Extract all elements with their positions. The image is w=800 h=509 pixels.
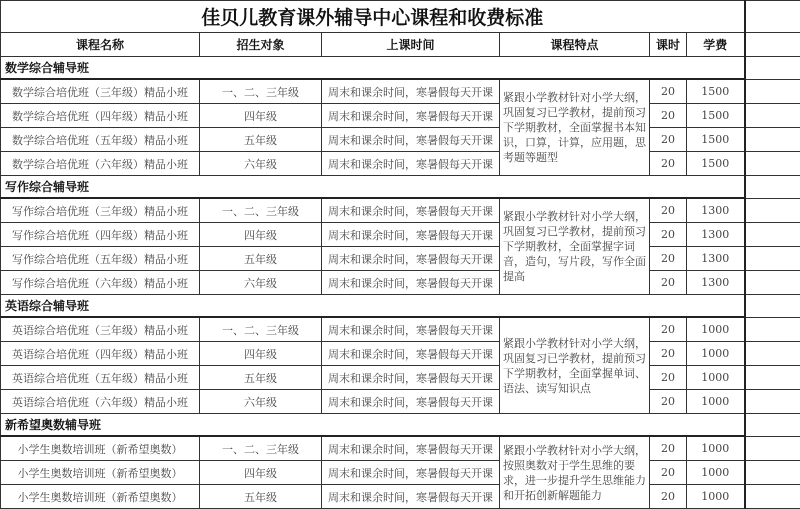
table-row — [1, 342, 800, 366]
course-name: 数学综合培优班（五年级）精品小班 — [1, 128, 200, 152]
header-target: 招生对象 — [200, 33, 322, 57]
extra-cell — [745, 461, 800, 485]
extra-cell — [745, 152, 800, 176]
tuition-fee: 1300 — [687, 271, 745, 295]
extra-cell — [745, 176, 800, 199]
extra-cell — [745, 79, 800, 104]
header-features: 课程特点 — [500, 33, 650, 57]
class-time: 周末和课余时间，寒暑假每天开课 — [322, 128, 500, 152]
class-hours: 20 — [650, 461, 687, 485]
course-name: 数学综合培优班（六年级）精品小班 — [1, 152, 200, 176]
class-hours: 20 — [650, 198, 687, 223]
extra-cell — [745, 223, 800, 247]
course-features: 紧跟小学教材针对小学大纲，按照奥数对于学生思维的要求，进一步提升学生思维能力和开拓创新解题能力 — [500, 436, 650, 509]
header-hours: 课时 — [650, 33, 687, 57]
table-row — [1, 128, 800, 152]
tuition-fee: 1000 — [687, 461, 745, 485]
table-row — [1, 461, 800, 485]
class-time: 周末和课余时间，寒暑假每天开课 — [322, 271, 500, 295]
section-row — [1, 414, 800, 437]
extra-cell — [745, 366, 800, 390]
course-name: 写作综合培优班（五年级）精品小班 — [1, 247, 200, 271]
class-hours: 20 — [650, 271, 687, 295]
target-students: 五年级 — [200, 366, 322, 390]
extra-cell — [745, 436, 800, 461]
course-name: 数学综合培优班（三年级）精品小班 — [1, 79, 200, 104]
class-hours: 20 — [650, 317, 687, 342]
target-students: 一、二、三年级 — [200, 198, 322, 223]
extra-cell — [745, 271, 800, 295]
class-hours: 20 — [650, 152, 687, 176]
class-time: 周末和课余时间，寒暑假每天开课 — [322, 152, 500, 176]
class-hours: 20 — [650, 342, 687, 366]
extra-cell — [745, 390, 800, 414]
class-time: 周末和课余时间，寒暑假每天开课 — [322, 247, 500, 271]
tuition-fee: 1000 — [687, 436, 745, 461]
class-hours: 20 — [650, 390, 687, 414]
target-students: 五年级 — [200, 485, 322, 509]
table-row — [1, 436, 800, 461]
table-row — [1, 104, 800, 128]
course-name: 小学生奥数培训班（新希望奥数） — [1, 485, 200, 509]
course-name: 小学生奥数培训班（新希望奥数） — [1, 436, 200, 461]
course-name: 写作综合培优班（四年级）精品小班 — [1, 223, 200, 247]
extra-cell — [745, 295, 800, 318]
extra-cell — [745, 57, 800, 80]
extra-cell — [745, 198, 800, 223]
title-row — [1, 1, 800, 33]
class-hours: 20 — [650, 128, 687, 152]
extra-cell — [745, 247, 800, 271]
course-features: 紧跟小学教材针对小学大纲，巩固复习已学教材，提前预习下学期教材，全面掌握字词音，造句，写片段，写作全面提高 — [500, 198, 650, 295]
extra-cell — [745, 342, 800, 366]
extra-cell — [745, 1, 800, 33]
class-hours: 20 — [650, 436, 687, 461]
class-time: 周末和课余时间，寒暑假每天开课 — [322, 461, 500, 485]
target-students: 五年级 — [200, 128, 322, 152]
section-row — [1, 176, 800, 199]
table-row — [1, 247, 800, 271]
extra-cell — [745, 128, 800, 152]
extra-cell — [745, 485, 800, 509]
target-students: 四年级 — [200, 342, 322, 366]
extra-cell — [745, 317, 800, 342]
course-name: 英语综合培优班（四年级）精品小班 — [1, 342, 200, 366]
tuition-fee: 1000 — [687, 317, 745, 342]
class-time: 周末和课余时间，寒暑假每天开课 — [322, 317, 500, 342]
target-students: 六年级 — [200, 152, 322, 176]
section-row — [1, 57, 800, 80]
table-row — [1, 317, 800, 342]
course-name: 写作综合培优班（三年级）精品小班 — [1, 198, 200, 223]
tuition-fee: 1000 — [687, 390, 745, 414]
tuition-fee: 1500 — [687, 79, 745, 104]
class-time: 周末和课余时间，寒暑假每天开课 — [322, 198, 500, 223]
class-time: 周末和课余时间，寒暑假每天开课 — [322, 104, 500, 128]
class-hours: 20 — [650, 485, 687, 509]
course-name: 小学生奥数培训班（新希望奥数） — [1, 461, 200, 485]
tuition-fee: 1000 — [687, 366, 745, 390]
target-students: 五年级 — [200, 247, 322, 271]
course-features: 紧跟小学教材针对小学大纲，巩固复习已学教材，提前预习下学期教材，全面掌握书本知识，口算，计算，应用题，思考题等题型 — [500, 79, 650, 176]
class-hours: 20 — [650, 104, 687, 128]
section-title: 数学综合辅导班 — [1, 57, 745, 80]
extra-cell — [745, 414, 800, 437]
table-row — [1, 271, 800, 295]
table-row — [1, 152, 800, 176]
class-hours: 20 — [650, 247, 687, 271]
header-fee: 学费 — [687, 33, 745, 57]
table-row — [1, 485, 800, 509]
class-hours: 20 — [650, 366, 687, 390]
header-course-name: 课程名称 — [1, 33, 200, 57]
tuition-fee: 1500 — [687, 104, 745, 128]
section-title: 英语综合辅导班 — [1, 295, 745, 318]
header-row — [1, 33, 800, 57]
course-name: 英语综合培优班（五年级）精品小班 — [1, 366, 200, 390]
table-row — [1, 366, 800, 390]
page-title: 佳贝儿教育课外辅导中心课程和收费标准 — [1, 1, 745, 33]
class-time: 周末和课余时间，寒暑假每天开课 — [322, 366, 500, 390]
tuition-fee: 1500 — [687, 152, 745, 176]
course-name: 英语综合培优班（三年级）精品小班 — [1, 317, 200, 342]
tuition-fee: 1000 — [687, 485, 745, 509]
tuition-fee: 1300 — [687, 198, 745, 223]
class-time: 周末和课余时间，寒暑假每天开课 — [322, 342, 500, 366]
target-students: 四年级 — [200, 461, 322, 485]
table-row — [1, 198, 800, 223]
table-row — [1, 79, 800, 104]
section-title: 写作综合辅导班 — [1, 176, 745, 199]
class-time: 周末和课余时间，寒暑假每天开课 — [322, 485, 500, 509]
target-students: 四年级 — [200, 104, 322, 128]
tuition-fee: 1500 — [687, 128, 745, 152]
table-row — [1, 223, 800, 247]
tuition-fee: 1000 — [687, 342, 745, 366]
target-students: 一、二、三年级 — [200, 317, 322, 342]
tuition-fee: 1300 — [687, 247, 745, 271]
course-name: 写作综合培优班（六年级）精品小班 — [1, 271, 200, 295]
class-time: 周末和课余时间，寒暑假每天开课 — [322, 223, 500, 247]
course-features: 紧跟小学教材针对小学大纲，巩固复习已学教材，提前预习下学期教材，全面掌握单词、语法、读写知识点 — [500, 317, 650, 414]
target-students: 一、二、三年级 — [200, 436, 322, 461]
extra-cell — [745, 33, 800, 57]
target-students: 四年级 — [200, 223, 322, 247]
class-time: 周末和课余时间，寒暑假每天开课 — [322, 79, 500, 104]
header-time: 上课时间 — [322, 33, 500, 57]
class-time: 周末和课余时间，寒暑假每天开课 — [322, 390, 500, 414]
section-title: 新希望奥数辅导班 — [1, 414, 745, 437]
section-row — [1, 295, 800, 318]
class-hours: 20 — [650, 79, 687, 104]
target-students: 六年级 — [200, 271, 322, 295]
target-students: 六年级 — [200, 390, 322, 414]
class-time: 周末和课余时间，寒暑假每天开课 — [322, 436, 500, 461]
course-name: 英语综合培优班（六年级）精品小班 — [1, 390, 200, 414]
class-hours: 20 — [650, 223, 687, 247]
course-name: 数学综合培优班（四年级）精品小班 — [1, 104, 200, 128]
tuition-fee: 1300 — [687, 223, 745, 247]
target-students: 一、二、三年级 — [200, 79, 322, 104]
table-row — [1, 390, 800, 414]
extra-cell — [745, 104, 800, 128]
